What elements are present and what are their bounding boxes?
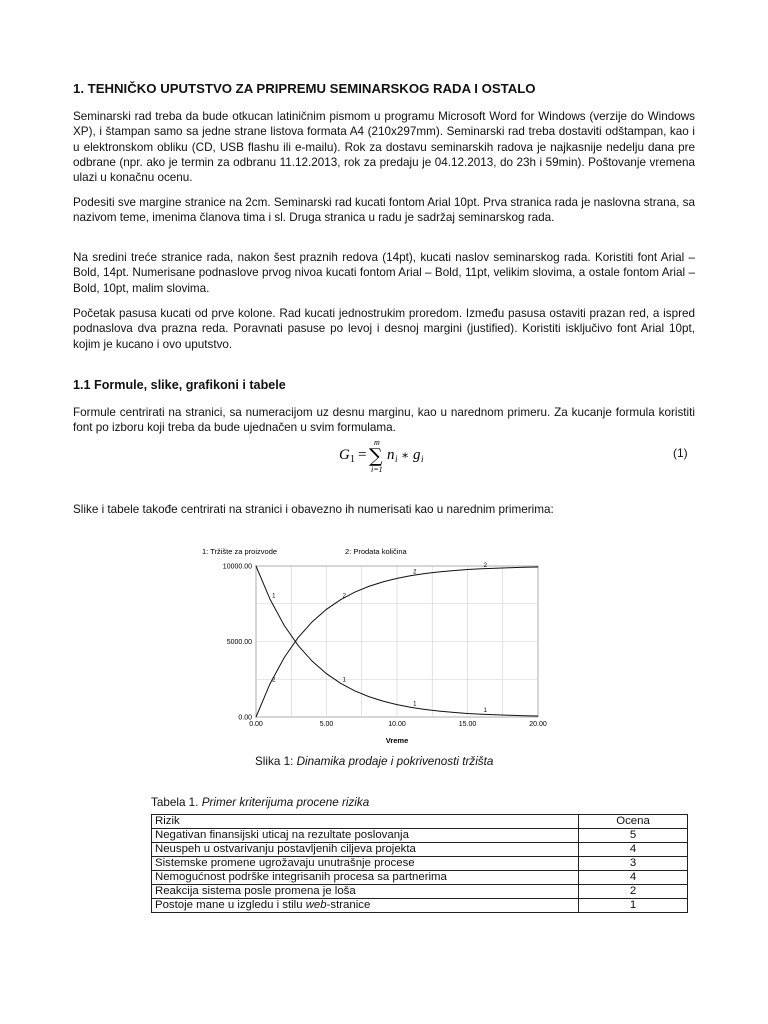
table-caption-text: Primer kriterijuma procene rizika: [201, 796, 370, 809]
risk-cell: [152, 899, 579, 913]
formula-sum-bottom: i=1: [371, 465, 383, 474]
formula-lhs: G: [339, 447, 350, 463]
section-heading: 1. TEHNIČKO UPUTSTVO ZA PRIPREMU SEMINARSKOG RADA I OSTALO: [73, 81, 536, 96]
risk-cell: Neuspeh u ostvarivanju postavljenih ciljeva projekta: [152, 843, 579, 857]
figure-caption: [255, 755, 493, 768]
series-marker-label: 1: [272, 593, 276, 600]
figure-caption-text: Dinamika prodaje i pokrivenosti tržišta: [296, 755, 494, 768]
data-point: [354, 592, 355, 593]
data-point: [270, 683, 271, 684]
x-tick-label: 5.00: [319, 721, 334, 728]
data-point: [509, 567, 510, 568]
formula-term-g-sub: i: [421, 454, 424, 464]
data-point: [326, 673, 327, 674]
series-marker-label: 1: [342, 677, 346, 684]
data-point: [298, 645, 299, 646]
header-score: Ocena: [579, 815, 688, 829]
data-point: [481, 714, 482, 715]
x-tick-label: 15.00: [458, 721, 477, 728]
data-point: [298, 637, 299, 638]
data-point: [284, 625, 285, 626]
score-cell: 4: [579, 871, 688, 885]
data-point: [425, 573, 426, 574]
data-point: [326, 609, 327, 610]
data-point: [467, 713, 468, 714]
data-point: [397, 704, 398, 705]
paragraph-submission: Seminarski rad treba da bude otkucan latiničnim pismom u programu Microsoft Word for Windows (verzije do Windows XP), i štampan samo sa jedne strane listova formata A4 (210x297mm). Seminarski rad treba dostaviti odštampan, kao i u elektronskom obliku (CD, USB flashu ili e-mailu). Rok za dostavu seminarskih radova je najkasnije nedelju dana pre odbrane (npr. ako je termin za odbranu 11.12.2013, rok za predaju je 04.12.2013, do 23h i 59min). Poštovanje vremena ulazi u konačnu ocenu.: [73, 110, 695, 185]
data-point: [425, 709, 426, 710]
score-cell: 4: [579, 843, 688, 857]
formula-equals: =: [358, 447, 367, 463]
risk-cell: Reakcija sistema posle promena je loša: [152, 885, 579, 899]
data-point: [495, 568, 496, 569]
score-cell: 1: [579, 899, 688, 913]
table-row: [152, 871, 688, 885]
data-point: [453, 570, 454, 571]
formula-number: (1): [673, 446, 688, 460]
data-point: [383, 701, 384, 702]
series-marker-label: 2: [342, 593, 346, 600]
data-point: [538, 716, 539, 717]
data-point: [312, 621, 313, 622]
data-point: [397, 578, 398, 579]
legend-entry-sold: 2: Prodata količina: [345, 547, 407, 556]
series-marker-label: 2: [272, 677, 276, 684]
data-point: [340, 599, 341, 600]
table-row: [152, 829, 688, 843]
score-cell: 5: [579, 829, 688, 843]
legend-entry-market: 1: Tržište za proizvode: [202, 547, 278, 556]
table-row: [152, 885, 688, 899]
data-point: [495, 714, 496, 715]
score-cell: 2: [579, 885, 688, 899]
table-row: [152, 843, 688, 857]
y-tick-label: 5000.00: [226, 639, 252, 646]
paragraph-spacing: Početak pasusa kucati od prve kolone. Rad kucati jednostrukim proredom. Između pasusa ostaviti prazan red, a ispred podnaslova dva prazna reda. Poravnati pasuse po levoj i desnoj margini (justified). Koristiti isključivo font Arial 10pt, kojim je kucano i ovo uputstvo.: [73, 307, 695, 351]
data-point: [439, 572, 440, 573]
line-chart: [200, 544, 552, 749]
x-tick-label: 20.00: [529, 721, 547, 728]
data-point: [256, 566, 257, 567]
data-point: [524, 715, 525, 716]
data-point: [524, 567, 525, 568]
data-point: [340, 683, 341, 684]
formula-term-n: n: [387, 447, 395, 463]
risk-text-italic: web: [305, 899, 327, 911]
data-point: [383, 582, 384, 583]
data-point: [411, 707, 412, 708]
formula-sum-sign: ∑: [369, 445, 383, 467]
formula-term-g: g: [413, 447, 421, 463]
data-point: [354, 690, 355, 691]
risk-cell: Sistemske promene ugrožavaju unutrašnje procese: [152, 857, 579, 871]
table-header-row: [152, 815, 688, 829]
paragraph-margins: Podesiti sve margine stranice na 2cm. Seminarski rad kucati fontom Arial 10pt. Prva stranica rada je naslovna strana, sa nazivom teme, imenima članova tima i sl. Druga stranica u radu je sadržaj seminarskog rada.: [73, 196, 695, 225]
header-risk: Rizik: [152, 815, 579, 829]
formula-operator: ∗: [401, 448, 410, 462]
x-axis-label: Vreme: [385, 736, 409, 745]
paragraph-figures-intro: Slike i tabele takođe centrirati na stranici i obavezno ih numerisati kao u narednim primerima:: [73, 503, 554, 516]
data-point: [368, 586, 369, 587]
data-point: [256, 717, 257, 718]
paragraph-formula-intro: Formule centrirati na stranici, sa numeracijom uz desnu marginu, kao u narednom primeru. Za kucanje formula koristiti font po izboru koji treba da bude ujednačen u svim formulama.: [73, 406, 695, 435]
x-tick-label: 0.00: [249, 721, 263, 728]
y-tick-label: 0.00: [238, 714, 252, 722]
data-point: [439, 711, 440, 712]
series-marker-label: 1: [413, 701, 417, 708]
data-point: [368, 696, 369, 697]
formula-term-n-sub: i: [395, 454, 398, 464]
y-tick-label: 10000.00: [222, 563, 252, 571]
risk-cell: Negativan finansijski uticaj na rezultate poslovanja: [152, 829, 579, 843]
data-point: [270, 599, 271, 600]
x-tick-label: 10.00: [388, 721, 406, 728]
data-point: [538, 567, 539, 568]
risk-table: [151, 814, 688, 913]
data-point: [481, 568, 482, 569]
risk-text-before: Postoje mane u izgledu i stilu: [155, 899, 306, 911]
formula-sum-top: m: [374, 438, 380, 447]
table-row: [152, 899, 688, 913]
series-marker-label: 1: [483, 708, 487, 715]
data-point: [509, 715, 510, 716]
figure-caption-label: Slika 1:: [255, 755, 297, 768]
table-caption: [151, 796, 369, 809]
data-point: [284, 657, 285, 658]
formula-lhs-sub: 1: [350, 454, 355, 465]
data-point: [453, 712, 454, 713]
formula-equation: [335, 438, 455, 474]
series-marker-label: 2: [413, 569, 417, 576]
risk-cell: Nemogućnost podrške integrisanih procesa sa partnerima: [152, 871, 579, 885]
table-caption-label: Tabela 1.: [151, 796, 202, 809]
data-point: [467, 569, 468, 570]
table-row: [152, 857, 688, 871]
series-marker-label: 2: [483, 562, 487, 569]
subsection-heading: 1.1 Formule, slike, grafikoni i tabele: [73, 378, 286, 392]
paragraph-title-font: Na sredini treće stranice rada, nakon šest praznih redova (14pt), kucati naslov seminarskog rada. Koristiti font Arial – Bold, 14pt. Numerisane podnaslove prvog nivoa kucati fontom Arial – Bold, 11pt, velikim slovima, a ostale fontom Arial – Bold, 10pt, malim slovima.: [73, 251, 695, 295]
data-point: [312, 661, 313, 662]
score-cell: 3: [579, 857, 688, 871]
data-point: [411, 575, 412, 576]
risk-text-after: -stranice: [326, 899, 371, 911]
